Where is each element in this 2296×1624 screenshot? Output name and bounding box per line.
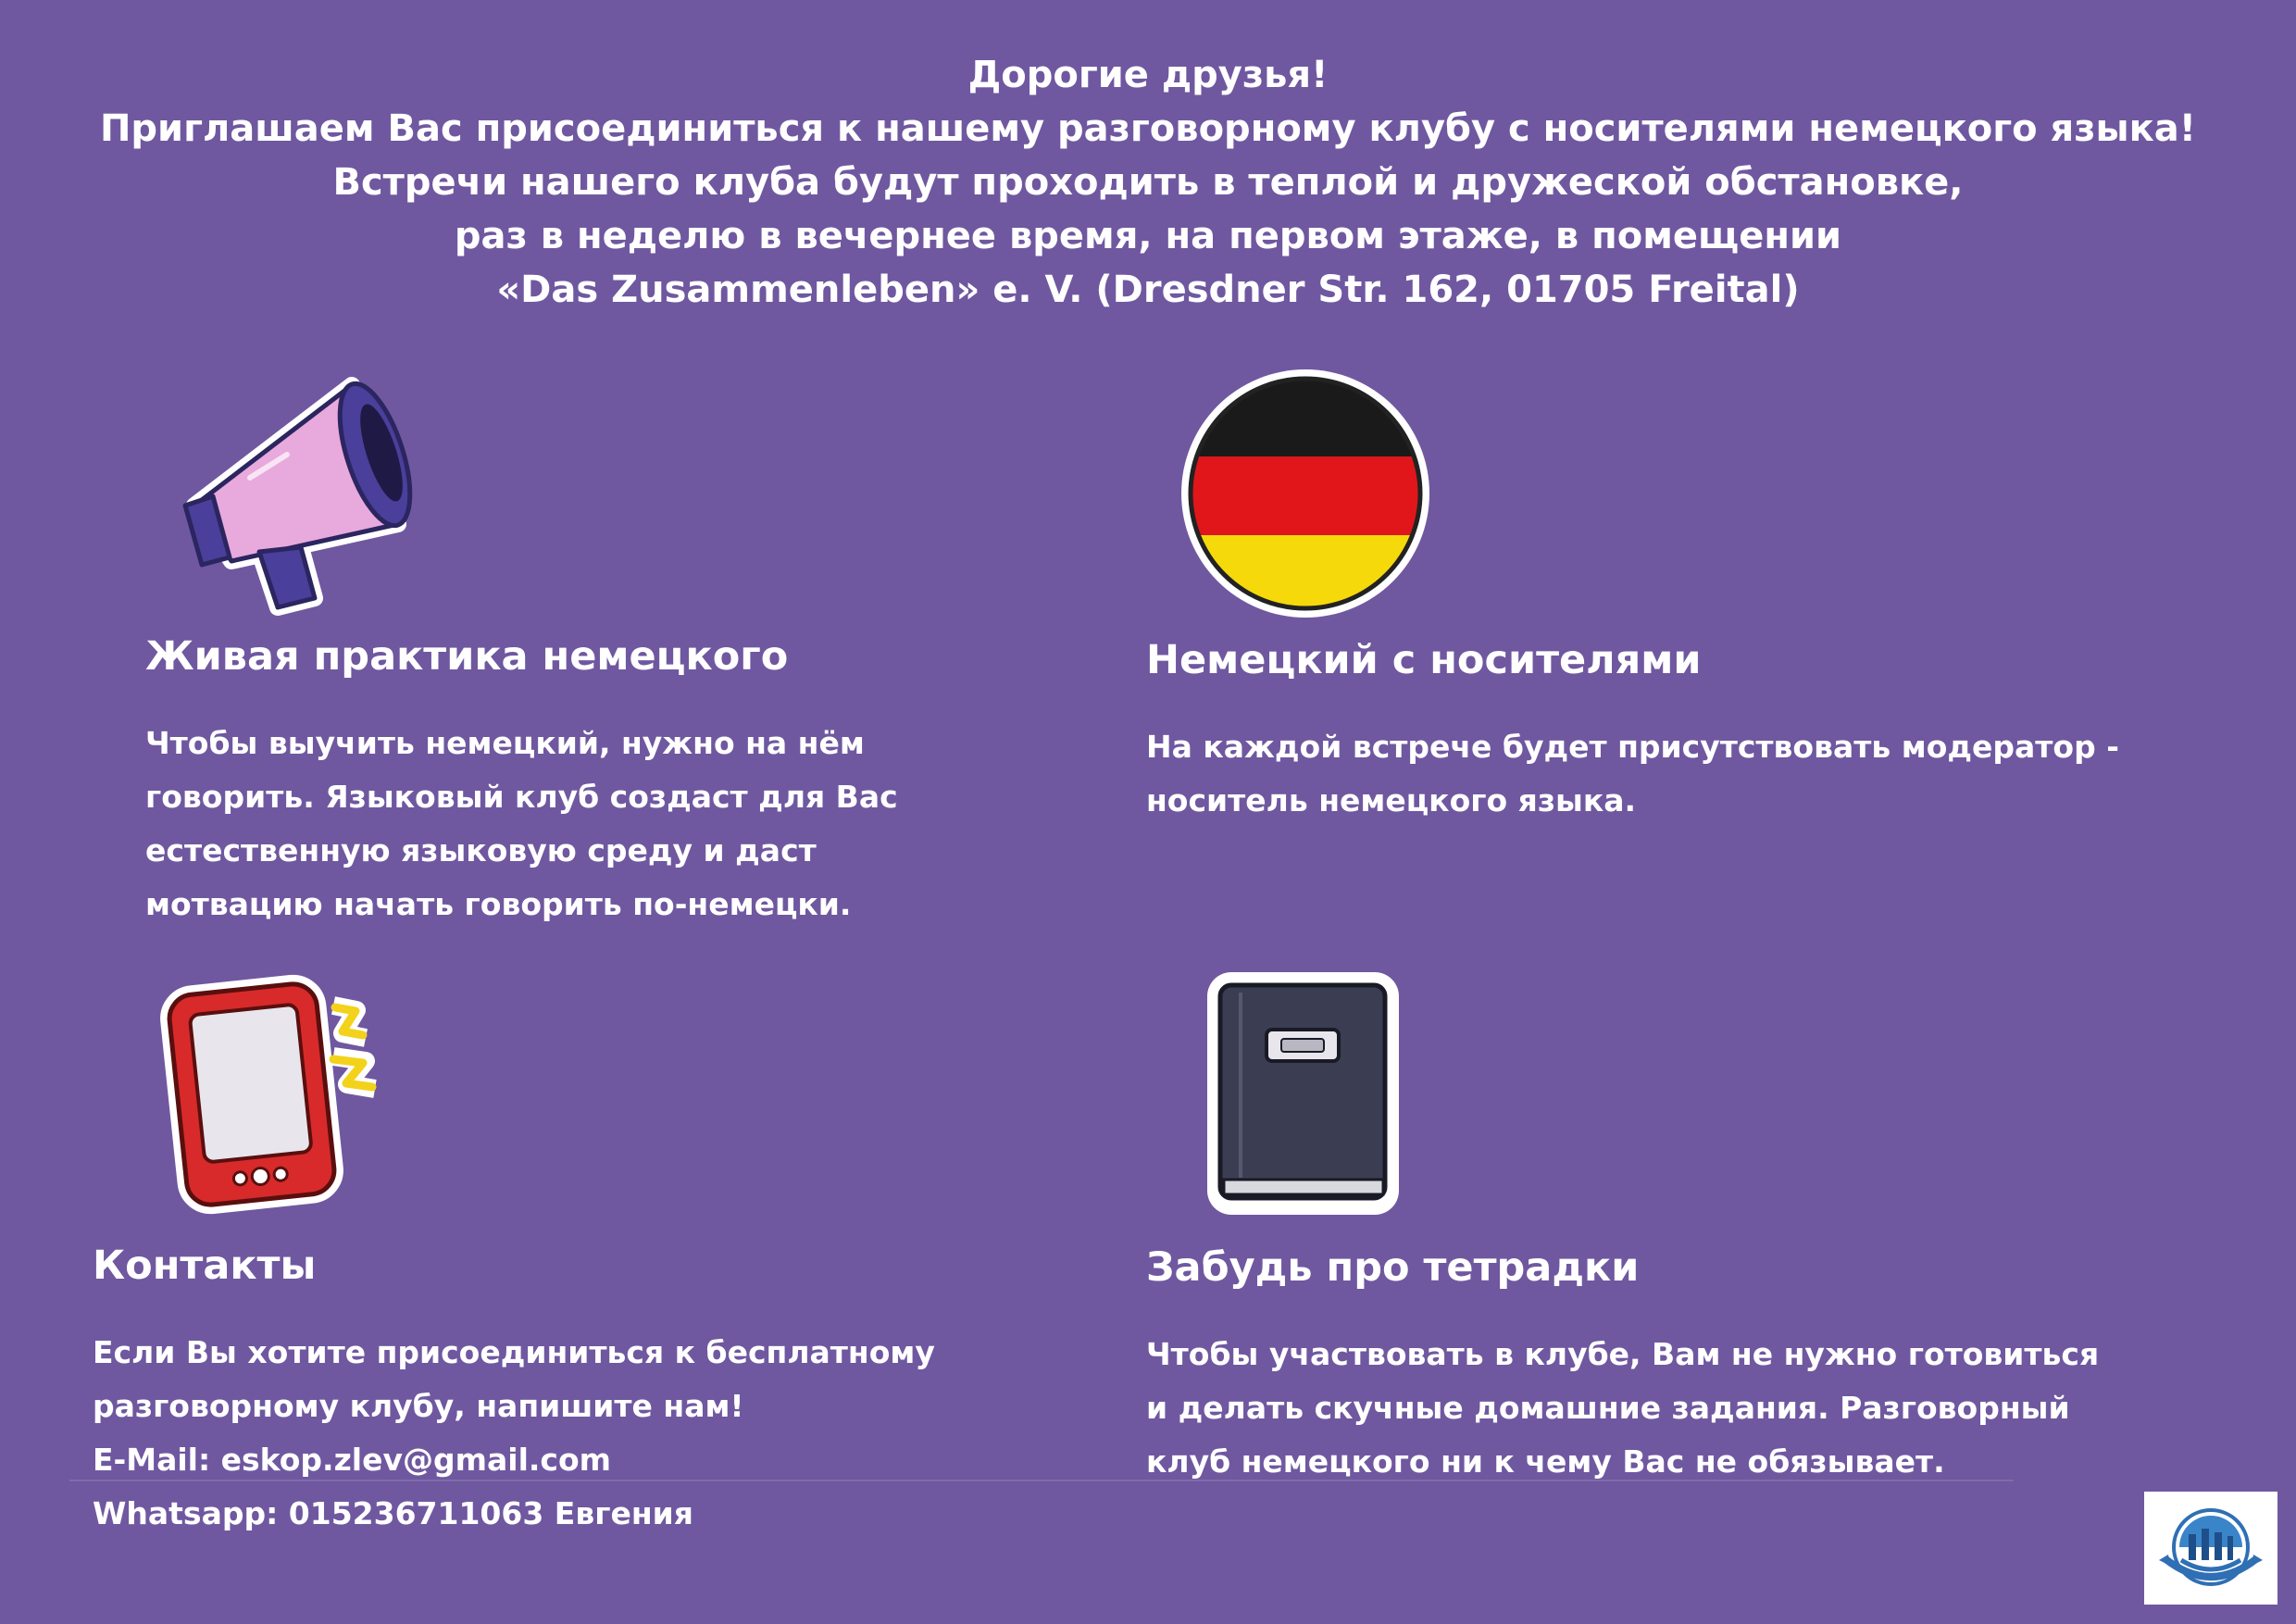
notebooks-heading: Забудь про тетрадки [1146, 1244, 1640, 1291]
contacts-email[interactable]: E-Mail: eskop.zlev@gmail.com [93, 1442, 612, 1478]
intro-line-2: Встречи нашего клуба будут проходить в теплой и дружеской обстановке, [332, 161, 1964, 204]
notebook-icon [1204, 968, 1403, 1218]
natives-line: На каждой встрече будет присутствовать модератор - [1146, 729, 2119, 765]
notebooks-line: и делать скучные домашние задания. Разговорный [1146, 1390, 2070, 1426]
megaphone-icon [176, 367, 417, 617]
contacts-whatsapp[interactable]: Whatsapp: 015236711063 Евгения [93, 1495, 693, 1531]
german-flag-icon [1180, 369, 1430, 618]
practice-line: мотвацию начать говорить по-немецки. [145, 886, 852, 922]
intro-greeting: Дорогие друзья! [967, 54, 1329, 96]
notebooks-text [1146, 1328, 2099, 1489]
natives-text [1146, 720, 2119, 828]
intro-line-3: раз в неделю в вечернее время, на первом этаже, в помещении [454, 215, 1842, 257]
practice-line: Чтобы выучить немецкий, нужно на нём [145, 725, 865, 761]
intro-block [0, 48, 2296, 317]
contacts-line: разговорному клубу, напишите нам! [93, 1388, 744, 1424]
contacts-text [93, 1326, 935, 1541]
practice-line: естественную языковую среду и даст [145, 832, 817, 868]
intro-line-4: «Das Zusammenleben» e. V. (Dresdner Str. 162, 01705 Freital) [496, 269, 1800, 311]
divider [69, 1480, 2014, 1481]
contacts-line: Если Вы хотите присоединиться к бесплатному [93, 1334, 935, 1370]
practice-line: говорить. Языковый клуб создаст для Вас [145, 779, 898, 815]
natives-line: носитель немецкого языка. [1146, 782, 1637, 818]
notebooks-line: Чтобы участвовать в клубе, Вам не нужно готовиться [1146, 1336, 2100, 1372]
notebooks-line: клуб немецкого ни к чему Вас не обязывает. [1146, 1443, 1945, 1480]
contacts-heading: Контакты [93, 1243, 317, 1289]
intro-line-1: Приглашаем Вас присоединиться к нашему разговорному клубу с носителями немецкого языка! [99, 107, 2197, 150]
practice-heading: Живая практика немецкого [145, 633, 789, 680]
das-zusammenleben-logo [2144, 1492, 2277, 1605]
natives-heading: Немецкий с носителями [1146, 637, 1702, 683]
practice-text [145, 717, 898, 931]
smartphone-icon [157, 968, 407, 1218]
